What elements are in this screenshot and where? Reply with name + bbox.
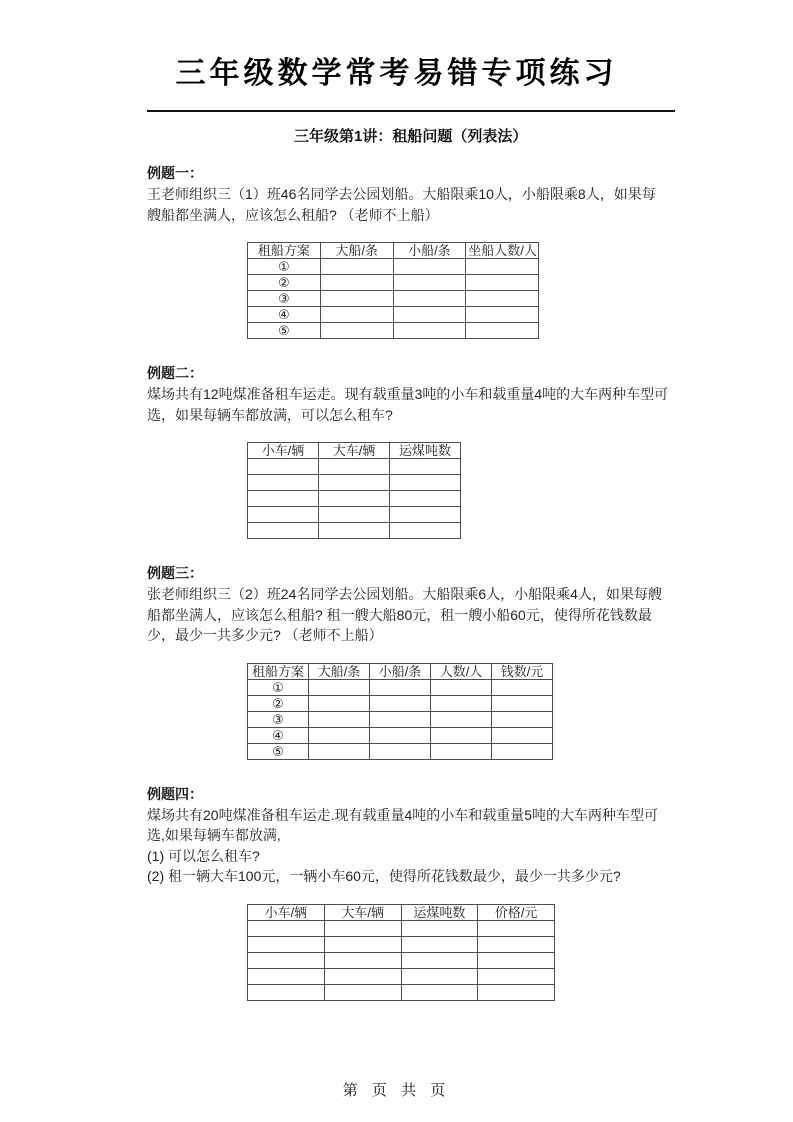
title-divider	[147, 110, 675, 112]
table-cell	[390, 523, 461, 539]
problem-section	[147, 563, 675, 760]
table-header-cell: 运煤吨数	[390, 443, 461, 459]
table-cell	[492, 743, 553, 759]
problem-text: (2) 租一辆大车100元，一辆小车60元，使得所花钱数最少，最少一共多少元?	[147, 868, 621, 884]
table-cell	[466, 259, 539, 275]
table-cell	[478, 952, 555, 968]
table-cell	[248, 952, 325, 968]
lecture-subtitle: 三年级第1讲：租船问题（列表法）	[294, 128, 528, 145]
table-cell: ②	[248, 695, 309, 711]
table-cell: ④	[248, 307, 321, 323]
problem-text: 煤场共有12吨煤准备租车运走。现有载重量3吨的小车和载重量4吨的大车两种车型可选，如果每辆车都放满，可以怎么租车?	[147, 386, 669, 423]
table-cell: ②	[248, 275, 321, 291]
table-cell	[370, 695, 431, 711]
table-cell	[431, 695, 492, 711]
table-cell	[319, 507, 390, 523]
table-cell	[370, 743, 431, 759]
table-header-cell: 大车/辆	[319, 443, 390, 459]
table-row	[248, 491, 461, 507]
table-cell	[319, 459, 390, 475]
table-cell	[466, 275, 539, 291]
table-cell	[309, 727, 370, 743]
table-cell	[478, 920, 555, 936]
table-cell	[478, 968, 555, 984]
table-cell	[319, 475, 390, 491]
table-header-cell: 价格/元	[478, 904, 555, 920]
table-row	[248, 291, 539, 307]
table-cell: ①	[248, 679, 309, 695]
table-cell: ④	[248, 727, 309, 743]
content-area	[0, 125, 675, 1001]
table-cell	[248, 507, 319, 523]
table-cell	[466, 291, 539, 307]
table-header-cell: 大车/辆	[324, 904, 401, 920]
table-row	[248, 968, 555, 984]
table-header-cell: 小车/辆	[248, 443, 319, 459]
table-row	[248, 936, 555, 952]
answer-table	[247, 242, 539, 339]
problem-text: 煤场共有20吨煤准备租车运走.现有载重量4吨的小车和载重量5吨的大车两种车型可选,如果每辆车都放满,	[147, 806, 659, 843]
table-cell	[319, 491, 390, 507]
problem-label: 例题三：	[147, 565, 203, 581]
table-header-row	[248, 663, 553, 679]
table-cell: ③	[248, 711, 309, 727]
table-cell	[309, 743, 370, 759]
table-header-cell: 小船/条	[393, 243, 466, 259]
table-cell	[478, 936, 555, 952]
table-cell	[248, 984, 325, 1000]
table-cell	[492, 727, 553, 743]
table-cell	[370, 679, 431, 695]
table-row	[248, 459, 461, 475]
table-cell	[431, 727, 492, 743]
problem-text: 张老师组织三（2）班24名同学去公园划船。大船限乘6人，小船限乘4人，如果每艘船都坐满人，应该怎么租船? 租一艘大船80元，租一艘小船60元，使得所花钱数最少，最少一共多少元? （老师不上船）	[147, 586, 662, 643]
table-cell	[309, 679, 370, 695]
table-cell	[248, 936, 325, 952]
problem-section	[147, 363, 675, 539]
table-cell	[401, 936, 478, 952]
table-cell	[431, 711, 492, 727]
table-header-cell: 钱数/元	[492, 663, 553, 679]
table-row	[248, 523, 461, 539]
problem-section	[147, 784, 675, 1001]
table-cell	[324, 952, 401, 968]
table-cell	[390, 507, 461, 523]
problem-text: 王老师组织三（1）班46名同学去公园划船。大船限乘10人，小船限乘8人，如果每艘船都坐满人，应该怎么租船? （老师不上船）	[147, 186, 656, 223]
table-cell	[320, 259, 393, 275]
problem-label: 例题四：	[147, 785, 203, 802]
table-cell	[390, 491, 461, 507]
table-header-cell: 人数/人	[431, 663, 492, 679]
table-cell	[390, 475, 461, 491]
table-cell: ③	[248, 291, 321, 307]
table-cell	[466, 307, 539, 323]
table-header-cell: 坐船人数/人	[466, 243, 539, 259]
page-footer: 第 页 共 页	[342, 1082, 451, 1099]
table-cell	[248, 459, 319, 475]
table-cell	[401, 952, 478, 968]
table-cell	[309, 711, 370, 727]
table-cell	[393, 259, 466, 275]
table-row	[248, 952, 555, 968]
table-cell	[401, 920, 478, 936]
problem-label: 例题一：	[147, 165, 203, 181]
table-cell: ⑤	[248, 743, 309, 759]
table-cell	[319, 523, 390, 539]
answer-table	[247, 904, 555, 1001]
table-cell	[393, 291, 466, 307]
table-header-cell: 大船/条	[309, 663, 370, 679]
table-cell	[370, 711, 431, 727]
page-title: 三年级数学常考易错专项练习	[175, 57, 618, 90]
table-cell	[248, 920, 325, 936]
table-cell	[320, 291, 393, 307]
problems-container	[147, 163, 675, 1001]
table-row	[248, 679, 553, 695]
problem-section	[147, 163, 675, 339]
table-row	[248, 984, 555, 1000]
table-header-cell: 租船方案	[248, 663, 309, 679]
table-row	[248, 743, 553, 759]
table-header-row	[248, 904, 555, 920]
answer-table	[247, 442, 461, 539]
table-cell	[401, 968, 478, 984]
table-cell: ①	[248, 259, 321, 275]
table-header-cell: 大船/条	[320, 243, 393, 259]
table-cell	[393, 307, 466, 323]
table-cell	[320, 307, 393, 323]
table-row	[248, 920, 555, 936]
table-cell	[431, 743, 492, 759]
table-header-row	[248, 443, 461, 459]
table-cell	[466, 323, 539, 339]
table-cell	[390, 459, 461, 475]
table-row	[248, 259, 539, 275]
table-header-cell: 小车/辆	[248, 904, 325, 920]
table-cell	[324, 936, 401, 952]
table-row	[248, 307, 539, 323]
table-cell	[492, 695, 553, 711]
table-cell	[320, 323, 393, 339]
table-cell	[248, 491, 319, 507]
table-header-row	[248, 243, 539, 259]
problem-label: 例题二：	[147, 365, 203, 381]
table-cell	[478, 984, 555, 1000]
table-cell	[248, 475, 319, 491]
table-header-cell: 小船/条	[370, 663, 431, 679]
table-header-cell: 运煤吨数	[401, 904, 478, 920]
table-cell	[324, 984, 401, 1000]
table-cell	[492, 679, 553, 695]
table-header-cell: 租船方案	[248, 243, 321, 259]
table-row	[248, 323, 539, 339]
table-row	[248, 475, 461, 491]
table-cell	[401, 984, 478, 1000]
table-row	[248, 711, 553, 727]
answer-table	[247, 663, 553, 760]
table-row	[248, 275, 539, 291]
table-cell	[393, 275, 466, 291]
table-cell	[492, 711, 553, 727]
table-cell	[309, 695, 370, 711]
table-cell	[248, 523, 319, 539]
table-cell	[370, 727, 431, 743]
table-cell	[431, 679, 492, 695]
table-cell	[248, 968, 325, 984]
table-cell	[393, 323, 466, 339]
table-row	[248, 727, 553, 743]
problem-text: (1) 可以怎么租车?	[147, 847, 260, 864]
table-cell	[324, 968, 401, 984]
table-row	[248, 507, 461, 523]
table-row	[248, 695, 553, 711]
table-cell: ⑤	[248, 323, 321, 339]
table-cell	[324, 920, 401, 936]
table-cell	[320, 275, 393, 291]
